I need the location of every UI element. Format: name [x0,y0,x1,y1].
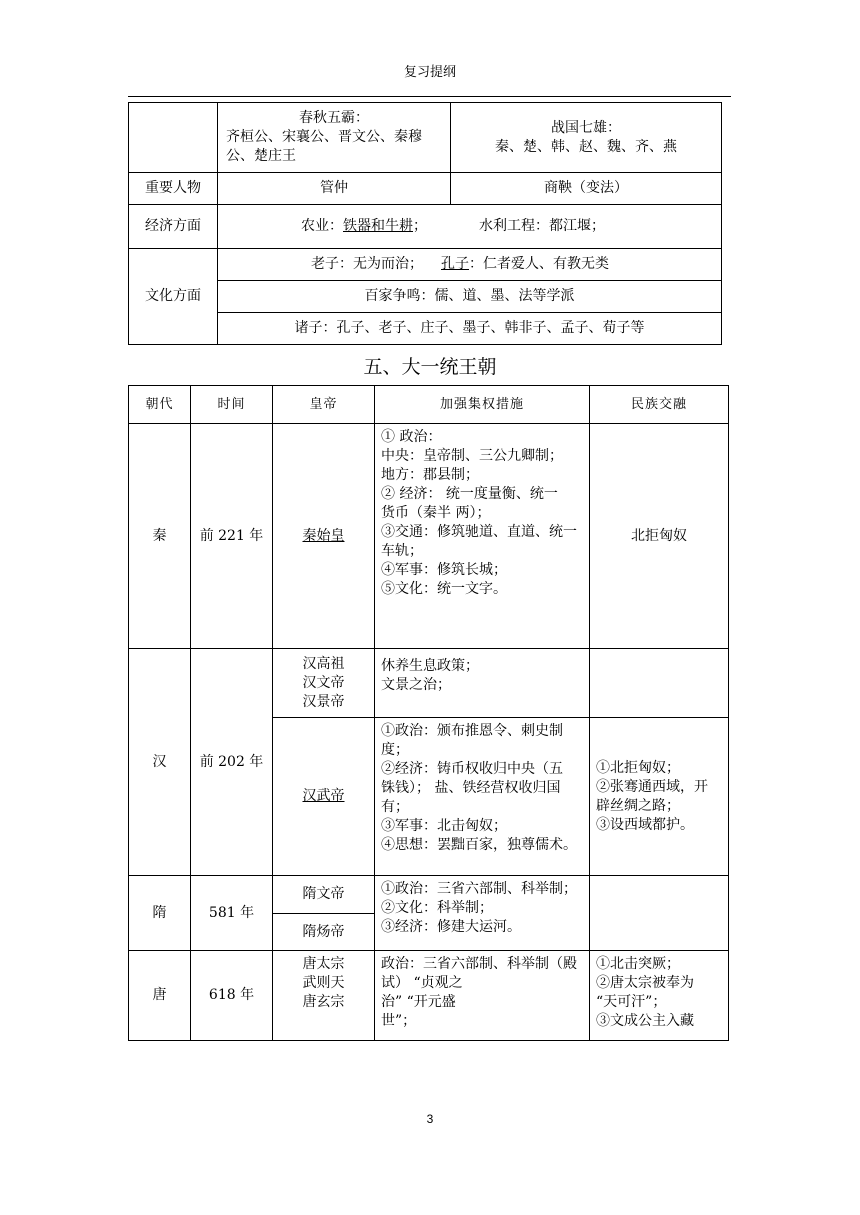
han-ethnic-line: ②张骞通西域，开 [596,778,708,795]
kongzi-text: ：仁者爱人、有教无类 [469,256,609,272]
tang-ethnic [590,951,729,1041]
qin-measure-line: 中央：皇帝制、三公九卿制； [381,448,563,464]
qin-measure-line: ③交通：修筑驰道、直道、统一 [381,524,577,540]
han-measure-line: 文景之治； [381,677,451,693]
qin-measure-line: ① 政治： [381,429,442,445]
tang-dynasty: 唐 [129,951,191,1041]
han-wudi-measure-line: ④思想：罢黜百家，独尊儒术。 [381,837,577,853]
sui-dynasty: 隋 [129,876,191,951]
header-emperor: 皇帝 [273,386,375,424]
header-dynasty: 朝代 [129,386,191,424]
han-ethnic-line: 辟丝绸之路； [596,797,680,814]
chunqiu-cell [218,103,451,173]
section-title: 五、大一统王朝 [363,356,497,378]
han-measures-early [375,649,590,718]
qin-measure-line: 车轨； [381,543,423,559]
han-ethnic-early-empty [590,649,729,718]
han-emperor-name: 汉高祖 [302,655,345,672]
header-ethnic: 民族交融 [590,386,729,424]
qin-measure-line: ⑤文化：统一文字。 [381,581,507,597]
qin-emperor-name: 秦始皇 [302,527,345,544]
zhanguo-title: 战国七雄： [551,119,621,136]
page-header: 复习提纲 [403,65,456,80]
header-measures: 加强集权措施 [375,386,590,424]
qin-ethnic: 北拒匈奴 [590,424,729,649]
qin-time: 前 221 年 [191,424,273,649]
empty-label-cell [129,103,218,173]
tang-ethnic-line: ②唐太宗被奉为 [596,975,694,991]
sui-ethnic-empty [590,876,729,951]
unified-dynasties-table [128,385,729,1041]
han-wudi-measure-line: ①政治：颁布推恩令、刺史制 [381,723,563,739]
qin-emperor [273,424,375,649]
han-wudi-measure-line: 有； [381,799,409,815]
person-guanzhong: 管仲 [218,173,451,205]
han-wudi-measure-line: 铢钱）； 盐、铁经营权收归国 [381,780,561,796]
water-project: 水利工程：都江堰； [479,218,605,234]
han-ethnic [590,718,729,876]
agriculture-prefix: 农业： [301,218,343,234]
han-wudi-name: 汉武帝 [302,788,345,804]
laozi-text: 老子：无为而治； [311,256,423,272]
qin-measure-line: 地方：郡县制； [381,467,479,483]
kongzi-name: 孔子 [441,256,469,272]
han-measure-line: 休养生息政策； [381,658,479,674]
row-label-economy: 经济方面 [129,205,218,249]
zhanguo-cell [451,103,722,173]
han-time: 前 202 年 [191,649,273,876]
tang-measure-line: 政治：三省六部制、科举制（殿 [381,956,577,972]
qin-measure-line: 货币（秦半 两）； [381,505,491,521]
chunqiu-title: 春秋五霸： [299,110,369,126]
qin-dynasty: 秦 [129,424,191,649]
han-ethnic-line: ③设西域都护。 [596,816,694,833]
tang-measure-line: 治” “开元盛 [381,994,456,1010]
tang-ethnic-line: “天可汗”； [596,994,667,1010]
qin-measure-line: ② 经济： 统一度量衡、统一 [381,486,558,502]
sui-time: 581 年 [191,876,273,951]
tang-measure-line: 试） “贞观之 [381,975,463,991]
han-wudi-measure-line: ②经济：铸币权收归中央（五 [381,761,563,777]
baijia-cell: 百家争鸣：儒、道、墨、法等学派 [218,281,722,313]
chunqiu-list: 齐桓公、宋襄公、晋文公、秦穆公、楚庄王 [226,129,422,164]
han-ethnic-line: ①北拒匈奴； [596,759,680,776]
tang-measure-line: 世”； [381,1013,417,1029]
agriculture-suffix: ； [413,218,427,234]
agriculture-tools: 铁器和牛耕 [343,218,413,234]
economy-cell [218,205,722,249]
page-number: 3 [426,1112,434,1126]
han-dynasty: 汉 [129,649,191,876]
tang-time: 618 年 [191,951,273,1041]
header-time: 时间 [191,386,273,424]
row-label-culture: 文化方面 [129,249,218,345]
tang-emperors [273,951,375,1041]
spring-autumn-warring-table [128,102,722,345]
han-emperor-wudi [273,718,375,876]
row-label-people: 重要人物 [129,173,218,205]
sui-measure-line: ③经济：修建大运河。 [381,919,521,935]
sui-emperor-wendi: 隋文帝 [273,876,375,914]
header-divider [128,96,731,97]
qin-measures [375,424,590,649]
sui-measure-line: ②文化：科举制； [381,900,493,916]
zhuzi-cell: 诸子：孔子、老子、庄子、墨子、韩非子、孟子、荀子等 [218,313,722,345]
sui-measures [375,876,590,951]
han-emperor-name: 汉景帝 [302,693,345,710]
zhanguo-list: 秦、楚、韩、赵、魏、齐、燕 [495,138,677,155]
tang-ethnic-line: ③文成公主入藏 [596,1013,694,1029]
tang-emperor-name: 唐玄宗 [302,994,345,1010]
sui-emperor-yangdi: 隋炀帝 [273,914,375,951]
han-wudi-measure-line: 度； [381,742,409,758]
qin-measure-line: ④军事：修筑长城； [381,562,507,578]
tang-emperor-name: 唐太宗 [302,956,345,972]
tang-ethnic-line: ①北击突厥； [596,956,680,972]
han-emperor-name: 汉文帝 [302,674,345,691]
person-shangyang: 商鞅（变法） [451,173,722,205]
laozi-kongzi-cell [218,249,722,281]
han-emperors-early [273,649,375,718]
tang-measures [375,951,590,1041]
sui-measure-line: ①政治：三省六部制、科举制； [381,881,577,897]
tang-emperor-name: 武则天 [302,975,345,991]
han-measures-wudi [375,718,590,876]
han-wudi-measure-line: ③军事：北击匈奴； [381,818,507,834]
